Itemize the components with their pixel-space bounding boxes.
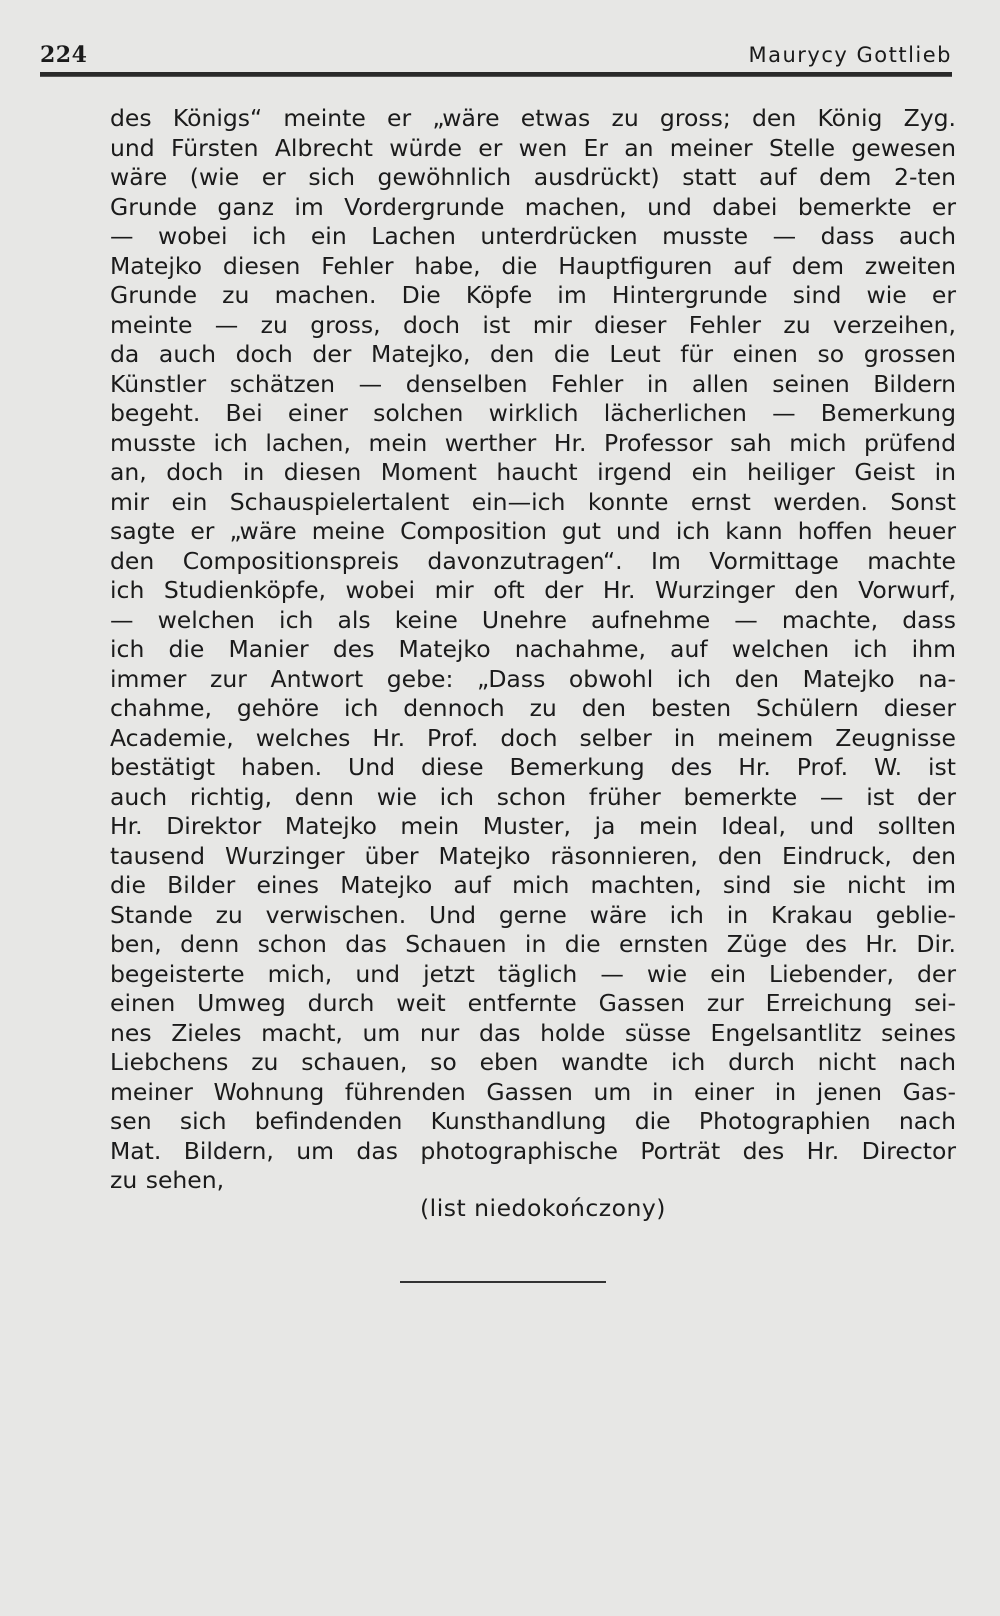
text-line: Grunde zu machen. Die Köpfe im Hintergrunde sind wie er xyxy=(110,281,956,309)
text-line: sen sich befindenden Kunsthandlung die Photographien nach xyxy=(110,1107,956,1135)
text-line: Matejko diesen Fehler habe, die Hauptfiguren auf dem zweiten xyxy=(110,251,956,280)
text-line: auch richtig, denn wie ich schon früher bemerkte — ist der xyxy=(110,782,956,811)
text-line: zu sehen, xyxy=(110,1166,225,1194)
text-line: nes Zieles macht, um nur das holde süsse Engelsantlitz seines xyxy=(110,1018,956,1047)
text-line: den Compositionspreis davonzutragen“. Im Vormittage machte xyxy=(110,546,956,575)
text-line: meinte — zu gross, doch ist mir dieser Fehler zu verzeihen, xyxy=(110,310,956,339)
text-line: begeisterte mich, und jetzt täglich — wie ein Liebender, der xyxy=(110,959,956,988)
text-line: ich Studienköpfe, wobei mir oft der Hr. Wurzinger den Vorwurf, xyxy=(110,576,956,604)
body-text xyxy=(110,104,956,1196)
running-head-author: Maurycy Gottlieb xyxy=(748,43,952,67)
text-line: die Bilder eines Matejko auf mich machten, sind sie nicht im xyxy=(110,871,956,899)
text-line: Stande zu verwischen. Und gerne wäre ich in Krakau geblie- xyxy=(110,900,956,929)
text-line: ben, denn schon das Schauen in die ernsten Züge des Hr. Dir. xyxy=(110,930,956,958)
text-line: Künstler schätzen — denselben Fehler in allen seinen Bildern xyxy=(110,369,956,398)
text-line: wäre (wie er sich gewöhnlich ausdrückt) statt auf dem 2-ten xyxy=(110,163,956,191)
text-line: an, doch in diesen Moment haucht irgend ein heiliger Geist in xyxy=(110,458,956,486)
text-line: und Fürsten Albrecht würde er wen Er an meiner Stelle gewesen xyxy=(110,133,956,162)
text-line: Mat. Bildern, um das photographische Porträt des Hr. Director xyxy=(110,1136,956,1165)
header-rule xyxy=(40,72,952,77)
running-head xyxy=(40,40,952,72)
text-line: einen Umweg durch weit entfernte Gassen zur Erreichung sei- xyxy=(110,989,956,1017)
end-rule xyxy=(400,1281,606,1283)
text-line: — wobei ich ein Lachen unterdrücken musste — dass auch xyxy=(110,222,956,250)
text-line: sagte er „wäre meine Composition gut und ich kann hoffen heuer xyxy=(110,517,956,545)
text-line: — welchen ich als keine Unehre aufnehme — machte, dass xyxy=(110,605,956,634)
text-line: immer zur Antwort gebe: „Dass obwohl ich den Matejko na- xyxy=(110,664,956,693)
text-line: Hr. Direktor Matejko mein Muster, ja mein Ideal, und sollten xyxy=(110,812,956,840)
text-line: des Königs“ meinte er „wäre etwas zu gross; den König Zyg. xyxy=(110,104,956,132)
text-line: ich die Manier des Matejko nachahme, auf welchen ich ihm xyxy=(110,635,956,663)
text-line: da auch doch der Matejko, den die Leut für einen so grossen xyxy=(110,340,956,368)
text-line: Academie, welches Hr. Prof. doch selber in meinem Zeugnisse xyxy=(110,723,956,752)
page-number: 224 xyxy=(40,42,88,68)
text-line: tausend Wurzinger über Matejko räsonnieren, den Eindruck, den xyxy=(110,841,956,870)
text-line: meiner Wohnung führenden Gassen um in einer in jenen Gas- xyxy=(110,1077,956,1106)
text-line: Grunde ganz im Vordergrunde machen, und dabei bemerkte er xyxy=(110,192,956,221)
text-line: chahme, gehöre ich dennoch zu den besten Schülern dieser xyxy=(110,694,956,722)
text-line: musste ich lachen, mein werther Hr. Professor sah mich prüfend xyxy=(110,428,956,457)
closing-note: (list niedokończony) xyxy=(420,1194,666,1222)
text-line: mir ein Schauspielertalent ein—ich konnte ernst werden. Sonst xyxy=(110,487,956,516)
text-line: bestätigt haben. Und diese Bemerkung des Hr. Prof. W. ist xyxy=(110,753,956,781)
text-line: Liebchens zu schauen, so eben wandte ich durch nicht nach xyxy=(110,1048,956,1076)
text-line: begeht. Bei einer solchen wirklich lächerlichen — Bemerkung xyxy=(110,399,956,427)
